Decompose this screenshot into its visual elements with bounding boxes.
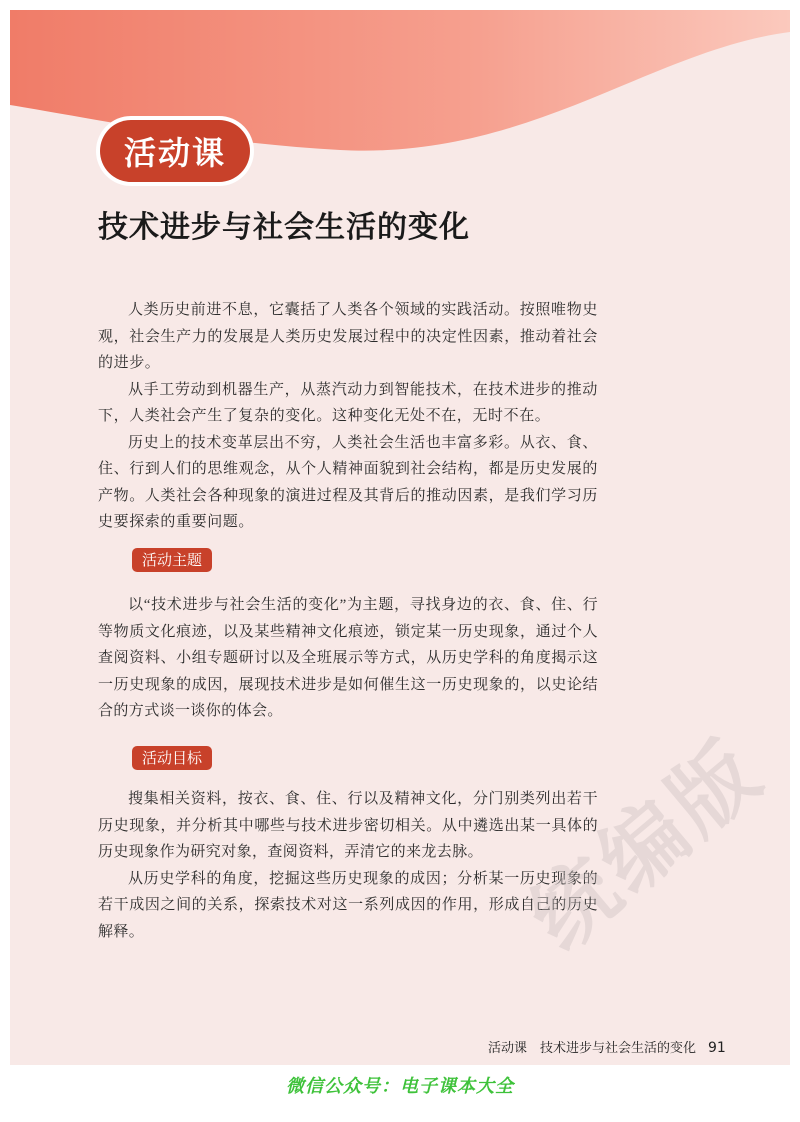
goal-paragraph: 搜集相关资料，按衣、食、住、行以及精神文化，分门别类列出若干历史现象，并分析其中哪些与技术进步密切相关。从中遴选出某一具体的历史现象作为研究对象，查阅资料，弄清它的来龙去脉。	[98, 791, 598, 860]
section-label-goal: 活动目标	[132, 746, 212, 770]
goal-paragraph: 从历史学科的角度，挖掘这些历史现象的成因；分析某一历史现象的若干成因之间的关系，探索技术对这一系列成因的作用，形成自己的历史解释。	[98, 870, 598, 940]
activity-lesson-badge: 活动课	[100, 120, 250, 182]
running-title: 活动课 技术进步与社会生活的变化	[488, 1041, 697, 1056]
credit-line: 微信公众号：电子课本大全	[286, 1076, 514, 1097]
section-label-theme: 活动主题	[132, 548, 212, 572]
page-title: 技术进步与社会生活的变化	[98, 210, 470, 245]
theme-paragraph: 以“技术进步与社会生活的变化”为主题，寻找身边的衣、食、住、行等物质文化痕迹，以及某些精神文化痕迹，锁定某一历史现象，通过个人查阅资料、小组专题研讨以及全班展示等方式，从历史学科的角度揭示这一历史现象的成因，展现技术进步是如何催生这一历史现象的，以史论结合的方式谈一谈你的体会。	[98, 597, 598, 719]
textbook-page	[10, 10, 790, 1065]
page-footer	[488, 1037, 726, 1056]
theme-text	[98, 592, 598, 725]
intro-text	[98, 296, 598, 535]
intro-paragraph: 人类历史前进不息，它囊括了人类各个领域的实践活动。按照唯物史观，社会生产力的发展是人类历史发展过程中的决定性因素，推动着社会的进步。	[98, 300, 598, 371]
page-number: 91	[708, 1040, 726, 1056]
intro-paragraph: 从手工劳动到机器生产，从蒸汽动力到智能技术，在技术进步的推动下，人类社会产生了复杂的变化。这种变化无处不在，无时不在。	[98, 379, 598, 424]
edition-watermark: 统编版	[511, 720, 782, 969]
intro-paragraph: 历史上的技术变革层出不穷，人类社会生活也丰富多彩。从衣、食、住、行到人们的思维观念，从个人精神面貌到社会结构，都是历史发展的产物。人类社会各种现象的演进过程及其背后的推动因素，是我们学习历史要探索的重要问题。	[98, 432, 598, 530]
